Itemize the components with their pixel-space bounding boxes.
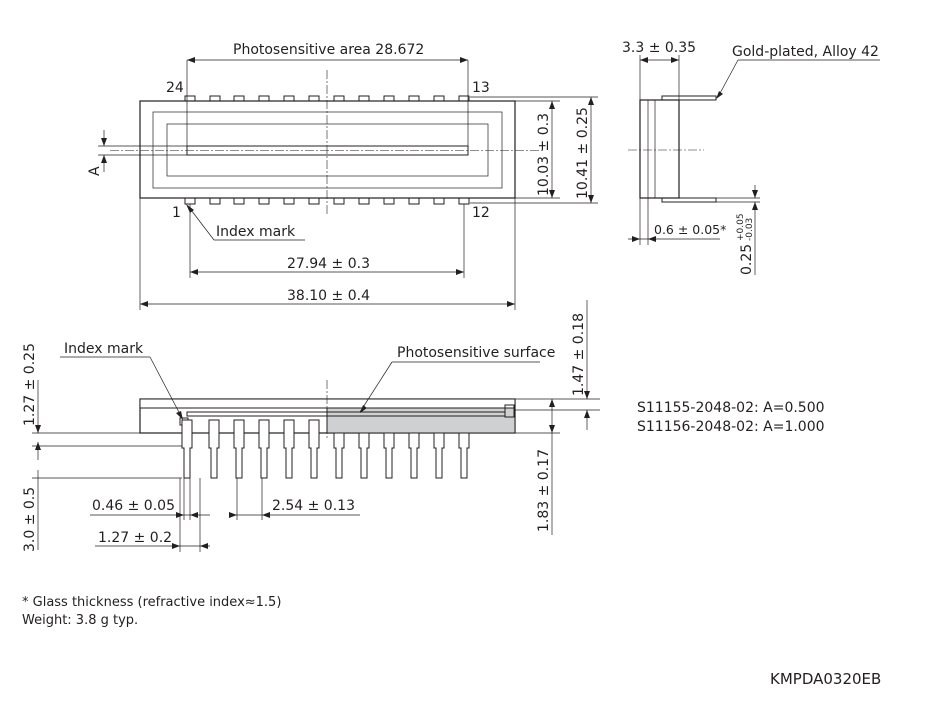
photosensitive-area-label: Photosensitive area 28.672: [233, 42, 425, 58]
dim-0-25: 0.25: [739, 243, 755, 275]
dim-3-3: 3.3 ± 0.35: [622, 40, 697, 56]
side-view-front: [22, 300, 600, 552]
index-mark-top-label: Index mark: [216, 224, 296, 240]
pin-24-label: 24: [166, 80, 184, 96]
side-view-right: [622, 40, 880, 275]
dim-1-27-025: 1.27 ± 0.25: [22, 343, 38, 426]
note-weight: Weight: 3.8 g typ.: [22, 613, 139, 628]
dim-1-83: 1.83 ± 0.17: [536, 449, 552, 532]
side-body: [640, 100, 679, 198]
dim-2-54: 2.54 ± 0.13: [272, 498, 355, 514]
package-outline: [140, 101, 515, 198]
drawing-code: KMPDA0320EB: [770, 670, 882, 688]
top-view: [87, 42, 598, 310]
dim-0-46: 0.46 ± 0.05: [92, 498, 175, 514]
dim-1-47: 1.47 ± 0.18: [571, 313, 587, 396]
dim-3-0: 3.0 ± 0.5: [22, 486, 38, 552]
pin-13-label: 13: [472, 80, 490, 96]
pin-12-label: 12: [472, 205, 490, 221]
gold-plated-label: Gold-plated, Alloy 42: [732, 44, 879, 60]
pin-1-label: 1: [172, 205, 181, 221]
model-1: S11155-2048-02: A=0.500: [637, 400, 825, 416]
index-mark-side-label: Index mark: [64, 341, 144, 357]
a-dimension-label: A: [87, 166, 103, 176]
dim-27-94: 27.94 ± 0.3: [287, 256, 370, 272]
photosensitive-surface-label: Photosensitive surface: [397, 345, 556, 361]
dim-38-10: 38.10 ± 0.4: [287, 288, 370, 304]
dim-10-41: 10.41 ± 0.25: [575, 107, 591, 199]
dim-0-25-tol-plus: +0.05: [736, 213, 746, 241]
dim-0-6: 0.6 ± 0.05*: [654, 222, 727, 237]
note-glass: * Glass thickness (refractive index≈1.5): [22, 595, 282, 610]
dim-1-27-02: 1.27 ± 0.2: [98, 530, 173, 546]
model-2: S11156-2048-02: A=1.000: [637, 419, 825, 435]
dim-10-03: 10.03 ± 0.3: [536, 113, 552, 196]
dim-0-25-tol-minus: -0.03: [745, 217, 755, 241]
